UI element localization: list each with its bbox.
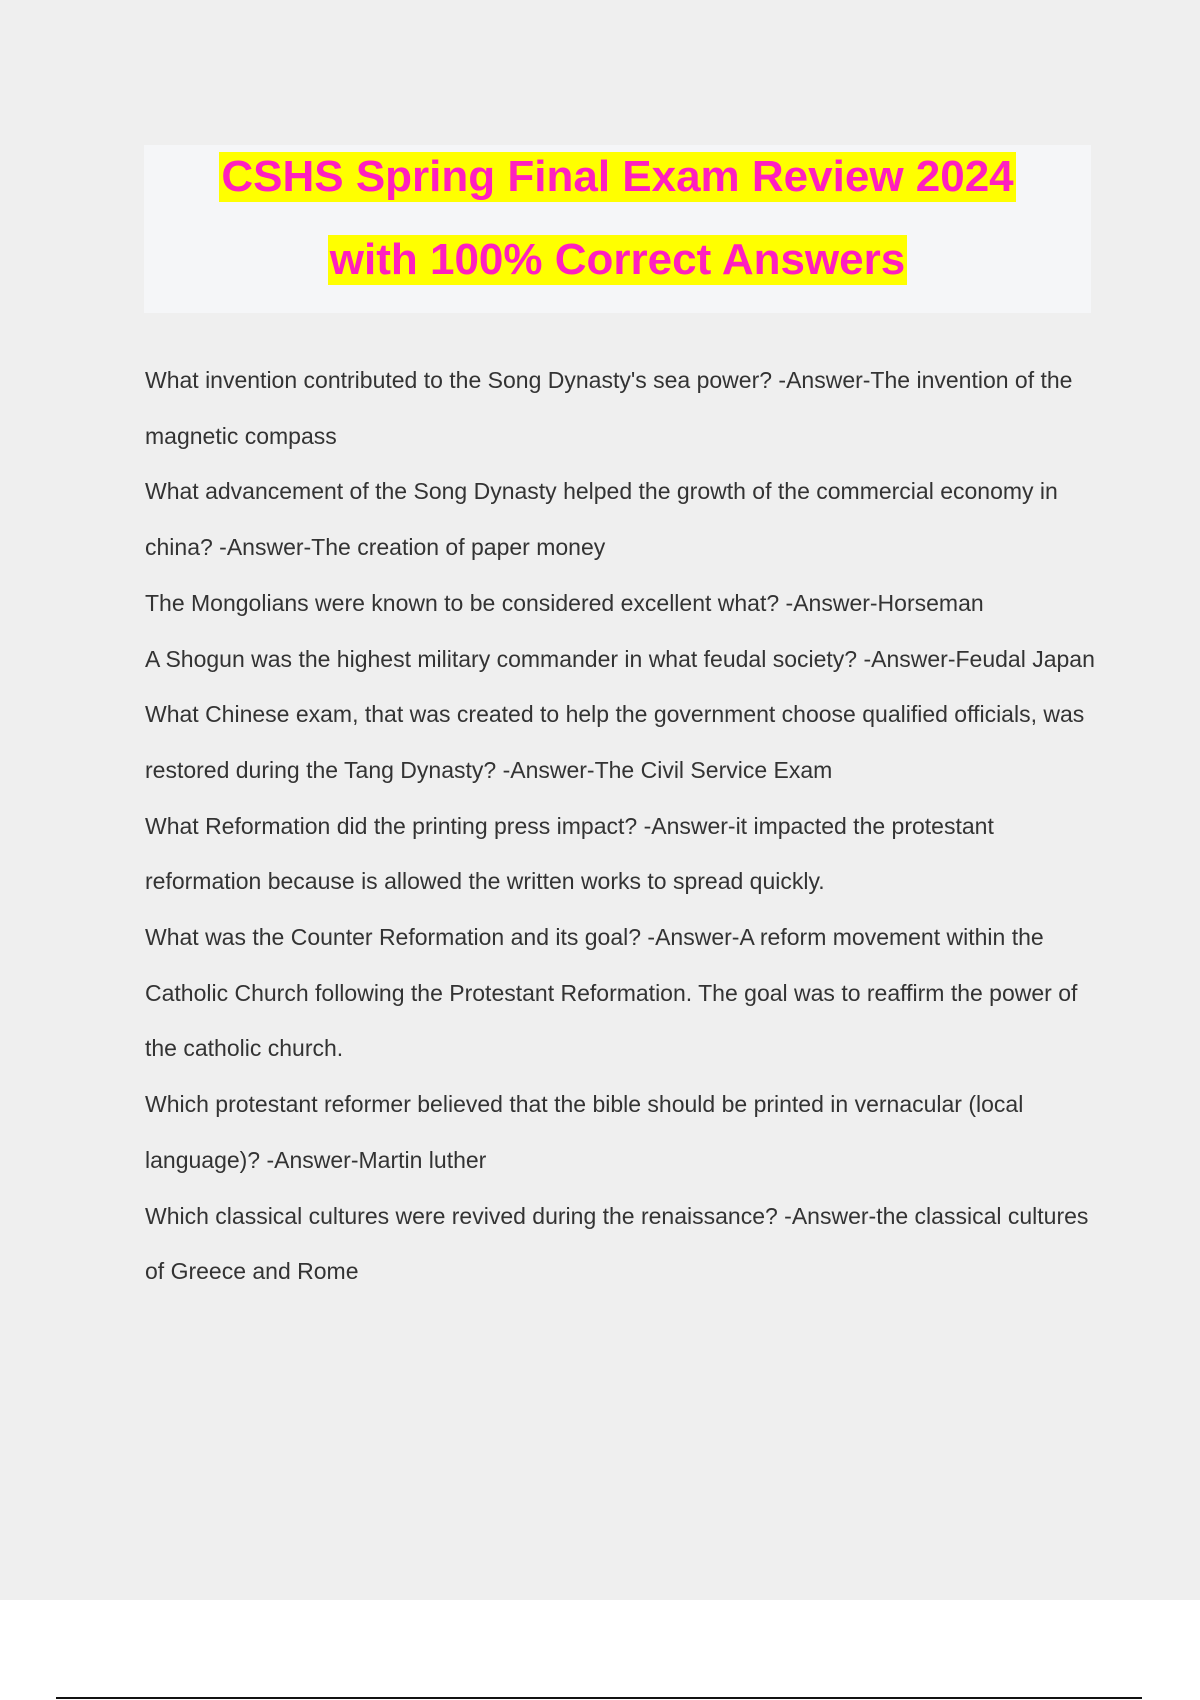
title-block [144,145,1091,313]
title-line-2: with 100% Correct Answers [329,235,906,284]
qa-entry: What advancement of the Song Dynasty helped the growth of the commercial economy in china? -Answer-The creation of paper money [145,478,1058,561]
qa-entry: Which protestant reformer believed that the bible should be printed in vernacular (local language)? -Answer-Martin luther [145,1091,1024,1173]
qa-entry: Which classical cultures were revived during the renaissance? -Answer-the classical cultures of Greece and Rome [145,1202,1089,1285]
footer-rule [56,1697,1142,1699]
qa-entry: What Reformation did the printing press impact? -Answer-it impacted the protestant reformation because is allowed the written works to spread quickly. [145,812,994,895]
title-line-1: CSHS Spring Final Exam Review 2024 [221,152,1014,201]
qa-list [145,353,1095,1300]
qa-entry: A Shogun was the highest military commander in what feudal society? -Answer-Feudal Japan [145,645,1095,672]
qa-entry: What was the Counter Reformation and its goal? -Answer-A reform movement within the Catholic Church following the Protestant Reformation. The goal was to reaffirm the power of the catholic church. [145,924,1078,1062]
qa-entry: What invention contributed to the Song Dynasty's sea power? -Answer-The invention of the magnetic compass [145,367,1073,449]
qa-entry: The Mongolians were known to be considered excellent what? -Answer-Horseman [145,589,984,616]
qa-entry: What Chinese exam, that was created to help the government choose qualified officials, was restored during the Tang Dynasty? -Answer-The Civil Service Exam [145,701,1085,783]
